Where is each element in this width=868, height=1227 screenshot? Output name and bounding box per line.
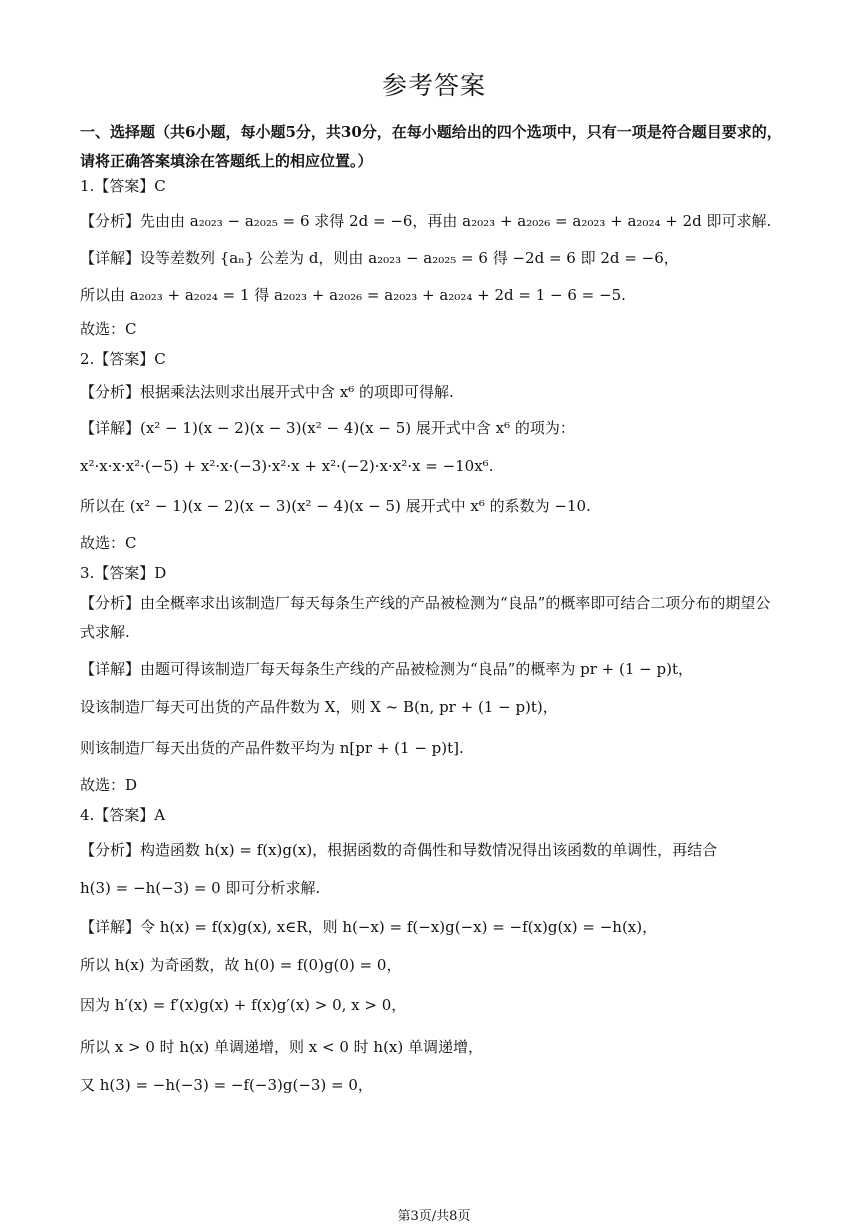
page-title: 参考答案 bbox=[381, 71, 486, 100]
choice-line-2: 故选：C bbox=[80, 534, 137, 552]
detail-line-11: 因为 h′(x) = f′(x)g(x) + f(x)g′(x) > 0, x > 0， bbox=[80, 996, 407, 1014]
page-number: 第3页/共8页 bbox=[397, 1209, 471, 1224]
detail-line-9: 【详解】令 h(x) = f(x)g(x), x∈R，则 h(−x) = f(−x)g(−x) = −f(x)g(x) = −h(x)， bbox=[80, 918, 658, 936]
detail-line-1: 【详解】设等差数列 {aₙ} 公差为 d，则由 a₂₀₂₃ − a₂₀₂₅ = 6 得 −2d = 6 即 2d = −6， bbox=[80, 249, 679, 267]
choice-line-3: 故选：D bbox=[80, 776, 138, 794]
analysis-line-4b: h(3) = −h(−3) = 0 即可分析求解. bbox=[80, 879, 321, 897]
section-heading: 一、选择题（共6小题，每小题5分，共30分，在每小题给出的四个选项中，只有一项是符合题目要求的，请将正确答案填涂在答题纸上的相应位置。） bbox=[80, 123, 782, 170]
detail-line-2: 所以由 a₂₀₂₃ + a₂₀₂₄ = 1 得 a₂₀₂₃ + a₂₀₂₆ = a₂₀₂₃ + a₂₀₂₄ + 2d = 1 − 6 = −5. bbox=[80, 286, 626, 304]
detail-line-6: 【详解】由题可得该制造厂每天每条生产线的产品被检测为“良品”的概率为 pr + (1 − p)t， bbox=[80, 660, 693, 678]
detail-line-5: 所以在 (x² − 1)(x − 2)(x − 3)(x² − 4)(x − 5) 展开式中 x⁶ 的系数为 −10. bbox=[80, 497, 591, 515]
answer-line-4: 4.【答案】A bbox=[80, 806, 166, 824]
detail-line-8: 则该制造厂每天出货的产品件数平均为 n[pr + (1 − p)t]. bbox=[80, 739, 464, 757]
analysis-line-1: 【分析】先由由 a₂₀₂₃ − a₂₀₂₅ = 6 求得 2d = −6，再由 a₂₀₂₃ + a₂₀₂₆ = a₂₀₂₃ + a₂₀₂₄ + 2d 即可求解. bbox=[80, 212, 772, 230]
detail-line-12: 所以 x > 0 时 h(x) 单调递增，则 x < 0 时 h(x) 单调递增， bbox=[80, 1038, 484, 1056]
answer-line-2: 2.【答案】C bbox=[80, 350, 166, 368]
choice-line-1: 故选：C bbox=[80, 320, 137, 338]
analysis-line-4a: 【分析】构造函数 h(x) = f(x)g(x)，根据函数的奇偶性和导数情况得出该函数的单调性，再结合 bbox=[80, 841, 718, 859]
detail-line-13: 又 h(3) = −h(−3) = −f(−3)g(−3) = 0， bbox=[80, 1076, 373, 1094]
analysis-line-2: 【分析】根据乘法法则求出展开式中含 x⁶ 的项即可得解. bbox=[80, 383, 454, 401]
detail-line-10: 所以 h(x) 为奇函数，故 h(0) = f(0)g(0) = 0， bbox=[80, 956, 402, 974]
detail-line-4: x²·x·x·x²·(−5) + x²·x·(−3)·x²·x + x²·(−2)·x·x²·x = −10x⁶. bbox=[80, 457, 494, 475]
detail-line-7: 设该制造厂每天可出货的产品件数为 X，则 X ~ B(n, pr + (1 − p)t)， bbox=[80, 698, 558, 716]
answer-line-1: 1.【答案】C bbox=[80, 177, 166, 195]
analysis-line-3b: 式求解. bbox=[80, 623, 130, 641]
analysis-line-3a: 【分析】由全概率求出该制造厂每天每条生产线的产品被检测为“良品”的概率即可结合二项分布的期望公 bbox=[80, 594, 771, 612]
answer-line-3: 3.【答案】D bbox=[80, 564, 167, 582]
detail-line-3: 【详解】(x² − 1)(x − 2)(x − 3)(x² − 4)(x − 5) 展开式中含 x⁶ 的项为： bbox=[80, 419, 575, 437]
